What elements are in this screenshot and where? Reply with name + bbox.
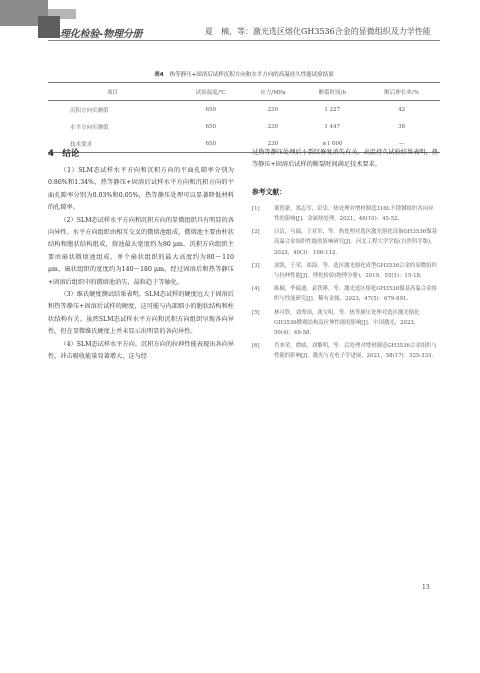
table-cell: ≥1 000	[301, 135, 363, 153]
table-caption-label: 表4	[154, 72, 164, 78]
table-header-cell: 应力/MPa	[244, 83, 301, 101]
table-header-cell: 断裂时间/h	[301, 83, 363, 101]
reference-item	[252, 227, 438, 258]
table-cell: 650	[205, 123, 216, 130]
conclusion-paragraph: （2）SLM态试样水平方向和沉积方向的显微组织具有明显的各向异性。水平方向组织由相互交叉的微熔池组成，微熔池主要由柱状结构和胞状结构组成，熔池最大宽度约为80 μm。沉积方向组织主要由扇状微熔池组成，单个扇状组织的最大高度约为80～110 μm，扇状组织的宽度约为140～180 μm。经过固溶后和热等静压+固溶后组织中的微熔池消失，晶粒趋于等轴化。	[48, 216, 234, 286]
table-cell: 650	[177, 135, 244, 153]
reference-number: [4]	[252, 286, 260, 293]
reference-number: [3]	[252, 262, 260, 269]
table-caption-text: 热等静压+固溶后试样沉积方向和水平方向的高温持久性能试验结果	[169, 72, 334, 78]
running-head: 夏 楠，等：激光选区熔化GH3536合金的显微组织及力学性能	[205, 27, 431, 36]
reference-text: 林可欣，刘秀国，龚宝明，等．热等静压处理对选区激光熔化GH3536微观结构及拉伸性能的影响[J]．中国激光，2023，50(4)：49-58.	[274, 309, 420, 337]
right-column	[252, 147, 438, 365]
conclusion-paragraph: （4）SLM态试样水平方向、沉积方向的拉伸性能表现出各向异性，冲击吸收能量显著增大，这与经	[48, 340, 234, 361]
table-cell: 技术要求	[48, 135, 177, 153]
table-cell: 230	[244, 135, 301, 153]
table-cell: —	[363, 135, 440, 153]
table-header-cell: 试验温度/℃	[177, 83, 244, 101]
table-cell: 38	[398, 123, 406, 130]
conclusion-continuation: 过热等静压处理后小裂纹修复消失有关。高温持久试验结果表明，热等静压+固溶后试样的断裂时间满足技术要求。	[252, 149, 438, 169]
conclusion-paragraph: （1）SLM态试样水平方向和沉积方向的平面孔隙率分别为0.86%和1.34%，热等静压+固溶后试样水平方向和沉积方向的平面孔隙率分别为0.03%和0.05%，热等静压处理可以显著降低材料的孔隙率。	[48, 167, 234, 212]
table-caption	[48, 70, 440, 78]
table-cell: 沉积方向实测值	[70, 107, 109, 114]
page-number: 13	[422, 584, 430, 591]
reference-item	[252, 308, 438, 339]
table-cell: 42	[398, 106, 406, 113]
table-header-cell: 断后伸长率/%	[363, 83, 440, 101]
reference-number: [5]	[252, 309, 260, 316]
left-column	[48, 147, 234, 364]
header-rule	[48, 40, 440, 41]
journal-logo-mark	[38, 16, 60, 38]
section-title: 4 结论	[48, 149, 80, 159]
table-cell: 230	[267, 106, 279, 113]
reference-item	[252, 341, 438, 361]
reference-item	[252, 261, 438, 281]
reference-item	[252, 284, 438, 304]
reference-text: 董智豪，郑志军，彭乐．热处理对增材制造316L不锈钢组织各向异性的影响[J]．金属热处理，2021，46(10)：45-52.	[274, 205, 434, 223]
table-header-cell: 项目	[48, 83, 177, 101]
reference-text: 刘凯，王荣，祁海，等．选区激光熔化成型GH3536合金的显微组织与拉伸性能[J]．理化检验(物理分册)，2019，55(1)：15-18.	[274, 262, 437, 280]
table-row	[48, 118, 440, 135]
reference-number: [2]	[252, 229, 260, 236]
reference-text: 白洁，马瑞，王亚军，等．热处理对选区激光熔化设备GH3536镍基高温合金组织性能的影响研究[J]．河北工程大学学报(自然科学版)，2023，40(3)：106-112.	[274, 229, 437, 256]
journal-logo-text: 理化检验-物理分册	[60, 29, 143, 40]
table-cell: 水平方向实测值	[70, 124, 109, 131]
references-title: 参考文献：	[252, 187, 286, 196]
reference-number: [6]	[252, 343, 260, 350]
table-cell: 1 227	[324, 106, 341, 113]
table-cell: 230	[267, 123, 279, 130]
reference-number: [1]	[252, 205, 260, 212]
reference-text: 陈楠，李瑞迪，袁铁锤，等．激光选区熔化GH3536镍基高温合金组织与性能研究[J]．稀有金属，2023，47(5)：679-691.	[274, 286, 437, 303]
results-table	[48, 82, 440, 153]
reference-item	[252, 204, 438, 224]
reference-text: 肖来荣，谭威，刘黎明，等．后处理对增材制造GH3536合金组织与性能的影响[J]．激光与光电子学进展，2021，58(17)：325-333.	[274, 343, 437, 360]
table-cell: 1 447	[324, 123, 341, 130]
table-cell: 650	[205, 106, 216, 113]
page-header	[0, 0, 480, 62]
table-row	[48, 101, 440, 119]
table-header-row	[48, 83, 440, 101]
conclusion-paragraph: （3）维氏硬度测试结果表明，SLM态试样的硬度远大于固溶后和热等静压+固溶后试样的硬度，这可能与内部细小的胞状结构和柱状结构有关。虽然SLM态试样水平方向和沉积方向组织呈现各向异性，但在显微维氏硬度上并未显示出明显的各向异性。	[48, 291, 234, 336]
